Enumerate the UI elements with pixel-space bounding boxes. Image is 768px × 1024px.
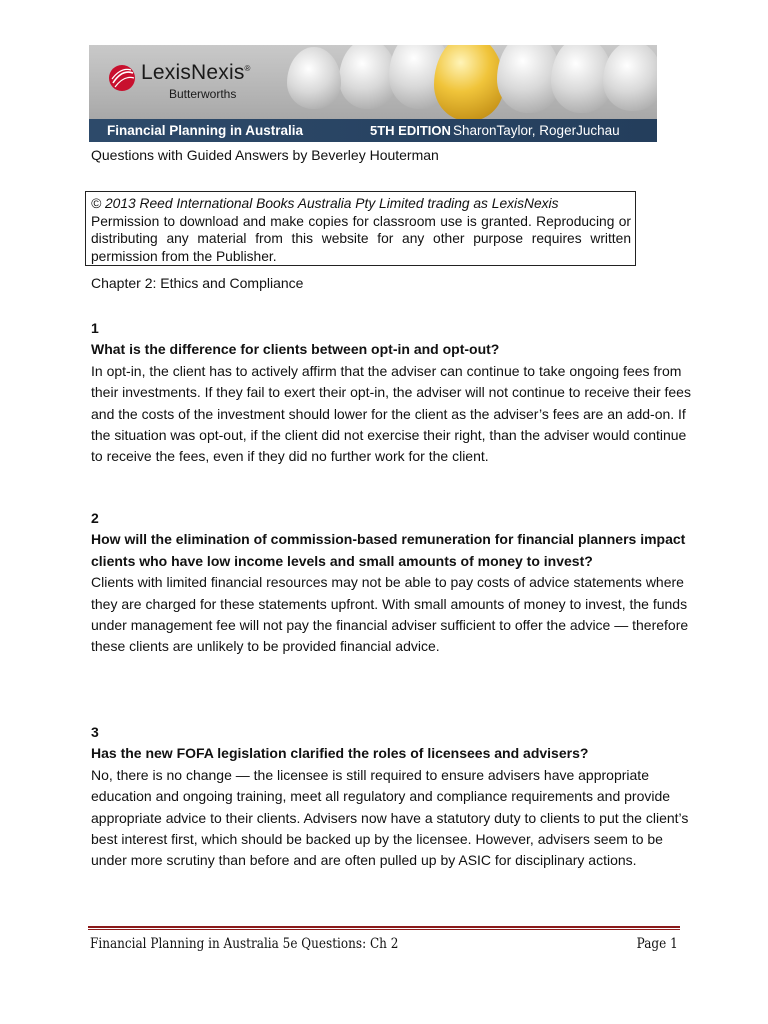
imprint-name: Butterworths [169, 87, 237, 101]
footer-title: Financial Planning in Australia 5e Questions: Ch 2 [90, 936, 399, 952]
chapter-heading: Chapter 2: Ethics and Compliance [91, 275, 304, 291]
copyright-line: © 2013 Reed International Books Australia Pty Limited trading as LexisNexis [91, 196, 559, 211]
book-title-bar [89, 119, 657, 142]
egg-image [603, 45, 657, 111]
question-text: How will the elimination of commission-based remuneration for financial planners impact clients who have low income levels and small amounts of money to invest? [91, 531, 686, 569]
golden-egg-image [434, 45, 504, 121]
answer-text: Clients with limited financial resources may not be able to pay costs of advice statements where they are charged for these statements upfront. With small amounts of money to invest, the funds under management fee will not pay the financial adviser sufficient to offer the advice — therefore these clients are unlikely to be provided financial advice. [91, 574, 689, 655]
page-number: Page 1 [636, 936, 678, 952]
footer-rule [88, 926, 680, 928]
question-block [91, 318, 691, 468]
header-banner [89, 45, 657, 142]
question-number: 1 [91, 320, 99, 336]
lexisnexis-logo-icon [107, 63, 137, 93]
book-title: Financial Planning in Australia [107, 123, 304, 138]
edition-label: 5TH EDITION [370, 123, 451, 138]
copyright-notice [85, 191, 636, 266]
brand-name: LexisNexis® [141, 61, 251, 84]
question-number: 2 [91, 510, 99, 526]
document-subtitle: Questions with Guided Answers by Beverley Houterman [91, 147, 439, 163]
question-block [91, 508, 691, 658]
question-text: What is the difference for clients between opt-in and opt-out? [91, 341, 500, 358]
egg-image [287, 47, 341, 109]
question-number: 3 [91, 724, 99, 740]
answer-text: In opt-in, the client has to actively affirm that the adviser can continue to take ongoing fees from their investments. If they fail to exert their opt-in, the adviser will not continue to receive their fees and the costs of the investment should lower for the client as the adviser’s fees are an add-on. If the situation was opt-out, if the client did not exercise their right, than the adviser would continue to receive the fees, even if they did no further work for the client. [91, 362, 691, 465]
footer-rule-thin [88, 929, 680, 930]
question-text: Has the new FOFA legislation clarified the roles of licensees and advisers? [91, 745, 589, 762]
authors: SharonTaylor, RogerJuchau [453, 123, 620, 138]
permission-text: Permission to download and make copies for classroom use is granted. Reproducing or distributing any material from this website for any other purpose requires written permission from the Publisher. [91, 213, 631, 264]
question-block [91, 722, 691, 872]
answer-text: No, there is no change — the licensee is still required to ensure advisers have appropriate education and ongoing training, meet all regulatory and compliance requirements and provide appropriate advice to their clients. Advisers now have a statutory duty to clients to put the client’s best interest first, which should be backed up by the licensee. However, advisers seem to be under more scrutiny than before and are often pulled up by ASIC for disciplinary actions. [91, 766, 689, 869]
